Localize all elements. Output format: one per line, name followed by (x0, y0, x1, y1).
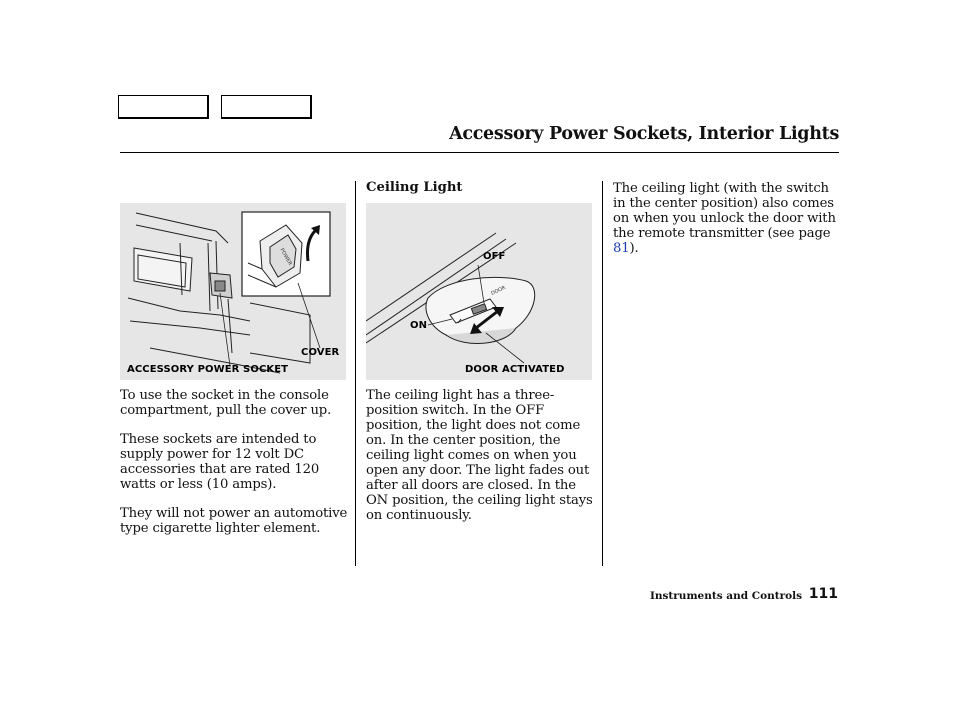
cover-callout: COVER (301, 347, 340, 358)
svg-text:DOOR: DOOR (490, 284, 507, 297)
door-activated-callout: DOOR ACTIVATED (465, 364, 565, 375)
remote-unlock-text-end: ). (629, 241, 639, 256)
page-title: Accessory Power Sockets, Interior Lights (449, 124, 839, 144)
ceiling-light-illustration (366, 203, 592, 380)
socket-warning-paragraph: They will not power an automotive type cigarette lighter element. (120, 506, 348, 536)
column-divider-2 (602, 181, 603, 566)
nav-button-next[interactable] (221, 95, 312, 119)
power-socket-callout: ACCESSORY POWER SOCKET (127, 364, 289, 375)
remote-unlock-text: The ceiling light (with the switch in the center position) also comes on when you unlock the door with the remote transmitter (see page (613, 181, 836, 241)
nav-button-prev[interactable] (118, 95, 209, 119)
page-81-link[interactable]: 81 (613, 241, 630, 256)
ceiling-light-drawing (366, 203, 592, 380)
page-number: 111 (808, 586, 838, 602)
ceiling-light-paragraph: The ceiling light has a three-position switch. In the OFF position, the light does not come on. In the center position, the ceiling light comes on when you open any door. The light fades out after all doors are closed. In the ON position, the ceiling light stays on continuously. (366, 388, 593, 523)
off-callout: OFF (483, 251, 506, 262)
ceiling-light-heading: Ceiling Light (366, 180, 463, 195)
section-label: Instruments and Controls (649, 590, 802, 602)
remote-unlock-paragraph (613, 181, 839, 256)
power-socket-illustration (120, 203, 346, 380)
title-divider (120, 152, 839, 153)
svg-text:POWER: POWER (278, 247, 293, 267)
socket-rating-paragraph: These sockets are intended to supply power for 12 volt DC accessories that are rated 120 watts or less (10 amps). (120, 432, 320, 492)
on-callout: ON (410, 320, 428, 331)
socket-usage-paragraph: To use the socket in the console compartment, pull the cover up. (120, 388, 332, 418)
column-divider-1 (355, 181, 356, 566)
